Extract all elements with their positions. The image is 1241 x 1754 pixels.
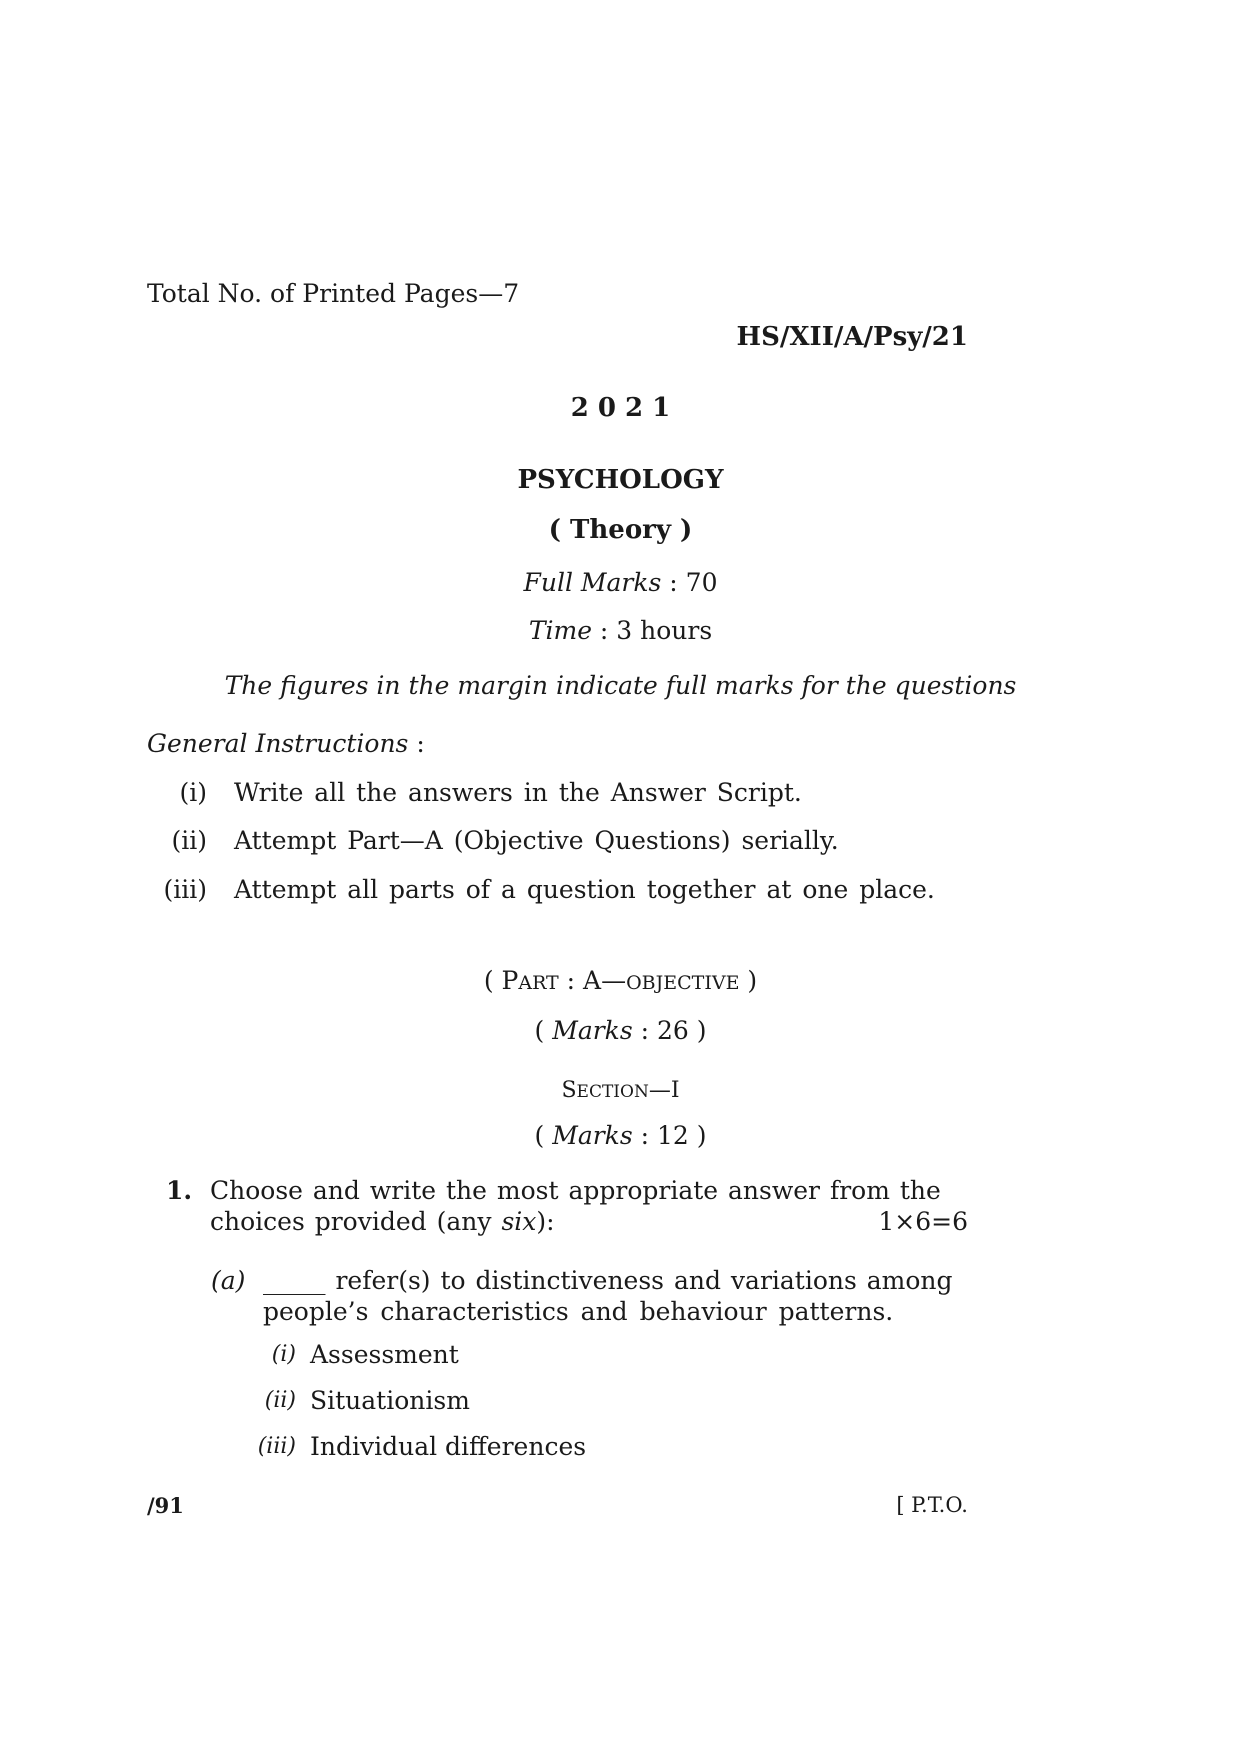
footer-code: /91	[147, 1493, 184, 1518]
margin-note: The figures in the margin indicate full marks for the questions	[224, 671, 1017, 700]
general-instructions-colon: :	[408, 729, 425, 758]
part-marks-label: Marks	[552, 1016, 633, 1045]
exam-year: 2 0 2 1	[570, 393, 671, 423]
instruction-text: Attempt all parts of a question together at one place.	[234, 875, 935, 904]
subquestion-text-line2: people’s characteristics and behaviour patterns.	[263, 1297, 894, 1326]
part-objective: OBJECTIVE	[626, 972, 740, 994]
section-marks-value: : 12 )	[632, 1121, 707, 1150]
part-close: )	[739, 966, 758, 995]
option-text: Assessment	[310, 1340, 459, 1369]
section-ection: ECTION	[576, 1082, 649, 1102]
part-open: (	[483, 966, 502, 995]
paper-type: ( Theory )	[548, 515, 693, 545]
subquestion-label: (a)	[211, 1266, 246, 1295]
total-pages-text: Total No. of Printed Pages—7	[147, 279, 520, 308]
full-marks-value: : 70	[661, 568, 718, 597]
subject-title: PSYCHOLOGY	[517, 465, 724, 495]
time-allowed	[0, 616, 1241, 645]
general-instructions-label: General Instructions	[147, 729, 409, 758]
full-marks-label: Full Marks	[523, 568, 662, 597]
section-marks-label: Marks	[552, 1121, 633, 1150]
subquestion-text: _____ refer(s) to distinctiveness and variations among	[263, 1266, 953, 1295]
part-art: ART	[518, 972, 559, 994]
full-marks	[0, 568, 1241, 597]
instruction-text: Write all the answers in the Answer Script.	[234, 778, 802, 807]
question-text-line2	[210, 1207, 555, 1236]
part-heading	[0, 966, 1241, 995]
section-marks	[0, 1121, 1241, 1150]
option-num: (iii)	[257, 1434, 296, 1459]
option-text: Individual differences	[310, 1432, 587, 1461]
option-num: (ii)	[264, 1388, 296, 1413]
part-marks-open: (	[534, 1016, 553, 1045]
part-marks-value: : 26 )	[632, 1016, 707, 1045]
paper-code: HS/XII/A/Psy/21	[736, 322, 968, 352]
question-line2-c: ):	[536, 1207, 555, 1236]
time-value: : 3 hours	[591, 616, 713, 645]
instruction-num: (ii)	[171, 826, 207, 855]
instruction-num: (i)	[179, 778, 207, 807]
question-line2-b: six	[501, 1207, 537, 1236]
question-text: Choose and write the most appropriate answer from the	[210, 1176, 941, 1205]
part-p: P	[501, 966, 519, 995]
section-marks-open: (	[534, 1121, 553, 1150]
footer-pto: [ P.T.O.	[896, 1493, 968, 1517]
question-line2-a: choices provided (any	[210, 1207, 502, 1236]
instruction-num: (iii)	[163, 875, 207, 904]
part-middle: : A—	[558, 966, 627, 995]
question-number: 1.	[166, 1176, 193, 1205]
section-heading	[0, 1074, 1241, 1103]
time-label: Time	[528, 616, 592, 645]
question-marks: 1×6=6	[878, 1207, 968, 1236]
part-marks	[0, 1016, 1241, 1045]
general-instructions-heading	[147, 729, 425, 758]
section-s: S	[561, 1078, 577, 1103]
instruction-text: Attempt Part—A (Objective Questions) serially.	[234, 826, 839, 855]
option-num: (i)	[271, 1342, 296, 1367]
section-suffix: —I	[648, 1078, 680, 1103]
option-text: Situationism	[310, 1386, 470, 1415]
